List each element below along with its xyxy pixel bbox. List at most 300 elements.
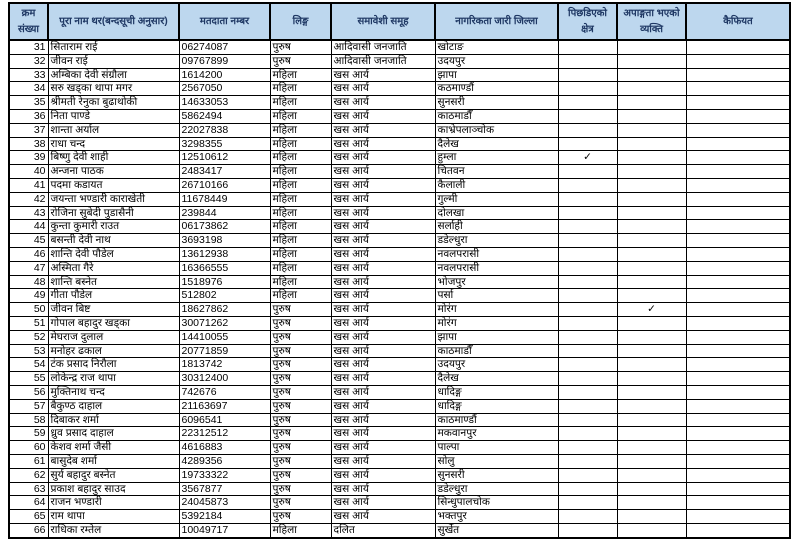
cell-disability — [617, 399, 686, 413]
cell-voter_no: 26710166 — [179, 178, 270, 192]
cell-backward — [558, 82, 617, 96]
column-header-sn: क्रम संख्या — [9, 3, 48, 40]
cell-backward — [558, 441, 617, 455]
cell-remarks — [686, 289, 790, 303]
cell-district: सिन्धुपालचोक — [435, 496, 558, 510]
cell-district: सुनसरी — [435, 96, 558, 110]
cell-backward — [558, 234, 617, 248]
cell-district: दोलखा — [435, 206, 558, 220]
cell-group: खस आर्य — [331, 289, 435, 303]
cell-gender: महिला — [270, 109, 331, 123]
cell-name: श्रीमती रेनुका बुढाथोकी — [48, 96, 179, 110]
cell-group: खस आर्य — [331, 261, 435, 275]
cell-group: खस आर्य — [331, 192, 435, 206]
cell-remarks — [686, 399, 790, 413]
cell-group: खस आर्य — [331, 468, 435, 482]
cell-sn: 38 — [9, 137, 48, 151]
cell-name: राजन भण्डारी — [48, 496, 179, 510]
cell-district: उदयपुर — [435, 358, 558, 372]
cell-remarks — [686, 372, 790, 386]
cell-district: पर्सा — [435, 289, 558, 303]
column-header-backward: पिछडिएको क्षेत्र — [558, 3, 617, 40]
cell-disability — [617, 206, 686, 220]
cell-backward — [558, 399, 617, 413]
cell-remarks — [686, 385, 790, 399]
cell-disability — [617, 40, 686, 54]
cell-sn: 40 — [9, 165, 48, 179]
cell-backward — [558, 192, 617, 206]
cell-gender: पुरुष — [270, 399, 331, 413]
cell-backward — [558, 137, 617, 151]
cell-remarks — [686, 482, 790, 496]
cell-group: खस आर्य — [331, 165, 435, 179]
cell-district: सुर्खेत — [435, 523, 558, 537]
cell-gender: पुरुष — [270, 496, 331, 510]
cell-district: खोटाङ — [435, 40, 558, 54]
cell-disability — [617, 151, 686, 165]
cell-voter_no: 1813742 — [179, 358, 270, 372]
cell-remarks — [686, 358, 790, 372]
cell-remarks — [686, 137, 790, 151]
cell-group: आदिवासी जनजाति — [331, 54, 435, 68]
cell-group: खस आर्य — [331, 441, 435, 455]
cell-voter_no: 30071262 — [179, 316, 270, 330]
table-row — [9, 54, 790, 68]
cell-backward — [558, 496, 617, 510]
cell-sn: 45 — [9, 234, 48, 248]
cell-backward — [558, 206, 617, 220]
cell-gender: महिला — [270, 234, 331, 248]
cell-backward — [558, 344, 617, 358]
cell-group: खस आर्य — [331, 275, 435, 289]
cell-group: खस आर्य — [331, 151, 435, 165]
cell-remarks — [686, 247, 790, 261]
cell-voter_no: 06274087 — [179, 40, 270, 54]
cell-gender: पुरुष — [270, 385, 331, 399]
cell-disability — [617, 96, 686, 110]
cell-disability — [617, 372, 686, 386]
column-header-district: नागरिकता जारी जिल्ला — [435, 3, 558, 40]
cell-name: दिबाकर शर्मा — [48, 413, 179, 427]
cell-district: काठमाडौँ — [435, 344, 558, 358]
table-row — [9, 40, 790, 54]
cell-group: खस आर्य — [331, 206, 435, 220]
cell-group: खस आर्य — [331, 234, 435, 248]
cell-district: उदयपुर — [435, 54, 558, 68]
cell-name: जयन्ता भण्डारी काराखेती — [48, 192, 179, 206]
cell-district: दैलेख — [435, 372, 558, 386]
cell-group: खस आर्य — [331, 496, 435, 510]
cell-backward — [558, 165, 617, 179]
cell-remarks — [686, 96, 790, 110]
cell-group: खस आर्य — [331, 372, 435, 386]
cell-voter_no: 5862494 — [179, 109, 270, 123]
cell-backward — [558, 54, 617, 68]
cell-remarks — [686, 68, 790, 82]
cell-remarks — [686, 54, 790, 68]
cell-disability — [617, 344, 686, 358]
header-row — [9, 3, 790, 40]
cell-voter_no: 239844 — [179, 206, 270, 220]
cell-district: पाल्पा — [435, 441, 558, 455]
cell-sn: 60 — [9, 441, 48, 455]
cell-gender: पुरुष — [270, 316, 331, 330]
cell-disability: ✓ — [617, 303, 686, 317]
cell-gender: पुरुष — [270, 330, 331, 344]
cell-name: बसन्ती देवी नाथ — [48, 234, 179, 248]
cell-group: खस आर्य — [331, 413, 435, 427]
cell-district: सुनसरी — [435, 468, 558, 482]
table-row — [9, 510, 790, 524]
cell-group: खस आर्य — [331, 123, 435, 137]
cell-sn: 59 — [9, 427, 48, 441]
cell-name: सिताराम राई — [48, 40, 179, 54]
cell-gender: महिला — [270, 289, 331, 303]
cell-group: खस आर्य — [331, 247, 435, 261]
cell-remarks — [686, 427, 790, 441]
cell-name: रोजिना सुबेदी पुडासैनी — [48, 206, 179, 220]
cell-disability — [617, 413, 686, 427]
cell-gender: महिला — [270, 165, 331, 179]
cell-group: खस आर्य — [331, 344, 435, 358]
cell-sn: 53 — [9, 344, 48, 358]
cell-sn: 56 — [9, 385, 48, 399]
cell-gender: पुरुष — [270, 482, 331, 496]
cell-sn: 35 — [9, 96, 48, 110]
cell-gender: पुरुष — [270, 54, 331, 68]
column-header-remarks: कैफियत — [686, 3, 790, 40]
cell-gender: महिला — [270, 82, 331, 96]
cell-disability — [617, 385, 686, 399]
cell-sn: 43 — [9, 206, 48, 220]
cell-gender: पुरुष — [270, 303, 331, 317]
cell-name: मेघराज दुलाल — [48, 330, 179, 344]
column-header-disability: अपाङ्गता भएको व्यक्ति — [617, 3, 686, 40]
cell-disability — [617, 330, 686, 344]
cell-remarks — [686, 261, 790, 275]
cell-gender: महिला — [270, 137, 331, 151]
cell-gender: महिला — [270, 68, 331, 82]
cell-name: कुन्ता कुमारी राउत — [48, 220, 179, 234]
cell-district: धादिङ्ग — [435, 385, 558, 399]
cell-disability — [617, 220, 686, 234]
table-row — [9, 275, 790, 289]
cell-gender: पुरुष — [270, 413, 331, 427]
column-header-gender: लिङ्ग — [270, 3, 331, 40]
cell-group: आदिवासी जनजाति — [331, 40, 435, 54]
cell-gender: महिला — [270, 261, 331, 275]
cell-remarks — [686, 40, 790, 54]
cell-sn: 39 — [9, 151, 48, 165]
cell-sn: 52 — [9, 330, 48, 344]
cell-backward — [558, 454, 617, 468]
cell-disability — [617, 454, 686, 468]
cell-voter_no: 13612938 — [179, 247, 270, 261]
table-row — [9, 399, 790, 413]
cell-disability — [617, 82, 686, 96]
table-row — [9, 96, 790, 110]
cell-district: कठमाण्डौं — [435, 82, 558, 96]
cell-disability — [617, 247, 686, 261]
cell-remarks — [686, 303, 790, 317]
cell-remarks — [686, 109, 790, 123]
cell-backward — [558, 109, 617, 123]
cell-voter_no: 6096541 — [179, 413, 270, 427]
cell-sn: 50 — [9, 303, 48, 317]
cell-remarks — [686, 123, 790, 137]
cell-gender: महिला — [270, 96, 331, 110]
cell-sn: 42 — [9, 192, 48, 206]
cell-remarks — [686, 496, 790, 510]
table-header — [9, 3, 790, 40]
cell-disability — [617, 123, 686, 137]
cell-name: बासुदेब शर्मा — [48, 454, 179, 468]
cell-sn: 34 — [9, 82, 48, 96]
cell-backward — [558, 385, 617, 399]
cell-disability — [617, 316, 686, 330]
cell-disability — [617, 441, 686, 455]
cell-sn: 55 — [9, 372, 48, 386]
cell-backward — [558, 40, 617, 54]
cell-district: दैलेख — [435, 137, 558, 151]
table-row — [9, 344, 790, 358]
cell-gender: पुरुष — [270, 441, 331, 455]
cell-backward — [558, 261, 617, 275]
cell-district: हुम्ला — [435, 151, 558, 165]
cell-voter_no: 3693198 — [179, 234, 270, 248]
table-row — [9, 427, 790, 441]
table-row — [9, 192, 790, 206]
cell-remarks — [686, 82, 790, 96]
cell-backward — [558, 96, 617, 110]
cell-voter_no: 21163697 — [179, 399, 270, 413]
cell-backward: ✓ — [558, 151, 617, 165]
cell-backward — [558, 413, 617, 427]
cell-group: खस आर्य — [331, 137, 435, 151]
cell-backward — [558, 123, 617, 137]
table-row — [9, 496, 790, 510]
cell-name: बैकुण्ठ दाहाल — [48, 399, 179, 413]
cell-backward — [558, 330, 617, 344]
cell-gender: महिला — [270, 178, 331, 192]
voter-table — [8, 2, 791, 539]
cell-name: बिष्णु देवी शाही — [48, 151, 179, 165]
cell-sn: 37 — [9, 123, 48, 137]
cell-disability — [617, 523, 686, 537]
cell-gender: महिला — [270, 220, 331, 234]
cell-name: निता पाण्डे — [48, 109, 179, 123]
cell-district: कैलाली — [435, 178, 558, 192]
cell-group: खस आर्य — [331, 178, 435, 192]
cell-gender: महिला — [270, 247, 331, 261]
cell-name: केशव शर्मा जैसी — [48, 441, 179, 455]
cell-voter_no: 14633053 — [179, 96, 270, 110]
cell-voter_no: 3567877 — [179, 482, 270, 496]
table-row — [9, 123, 790, 137]
table-row — [9, 523, 790, 537]
cell-district: मोरंग — [435, 316, 558, 330]
cell-disability — [617, 54, 686, 68]
cell-district: काभ्रेपलाञ्चोक — [435, 123, 558, 137]
cell-disability — [617, 289, 686, 303]
cell-voter_no: 30312400 — [179, 372, 270, 386]
cell-remarks — [686, 192, 790, 206]
cell-voter_no: 1614200 — [179, 68, 270, 82]
cell-backward — [558, 178, 617, 192]
cell-name: ध्रुव प्रसाद दाहाल — [48, 427, 179, 441]
cell-group: खस आर्य — [331, 330, 435, 344]
cell-district: नवलपरासी — [435, 261, 558, 275]
cell-disability — [617, 275, 686, 289]
cell-district: भक्तपुर — [435, 510, 558, 524]
cell-group: खस आर्य — [331, 68, 435, 82]
cell-name: मनोहर ढकाल — [48, 344, 179, 358]
cell-name: शान्ता अर्याल — [48, 123, 179, 137]
cell-disability — [617, 109, 686, 123]
cell-voter_no: 10049717 — [179, 523, 270, 537]
cell-voter_no: 09767899 — [179, 54, 270, 68]
cell-voter_no: 14410055 — [179, 330, 270, 344]
cell-backward — [558, 358, 617, 372]
cell-sn: 41 — [9, 178, 48, 192]
cell-voter_no: 22027838 — [179, 123, 270, 137]
cell-disability — [617, 234, 686, 248]
cell-gender: महिला — [270, 206, 331, 220]
cell-remarks — [686, 510, 790, 524]
cell-group: खस आर्य — [331, 220, 435, 234]
cell-sn: 49 — [9, 289, 48, 303]
cell-group: खस आर्य — [331, 399, 435, 413]
cell-remarks — [686, 523, 790, 537]
cell-voter_no: 12510612 — [179, 151, 270, 165]
cell-disability — [617, 192, 686, 206]
cell-name: शान्ति देवी पौडेल — [48, 247, 179, 261]
cell-remarks — [686, 344, 790, 358]
cell-backward — [558, 289, 617, 303]
cell-voter_no: 11678449 — [179, 192, 270, 206]
cell-disability — [617, 510, 686, 524]
cell-district: काठमाण्डौं — [435, 413, 558, 427]
cell-district: डडेल्धुरा — [435, 482, 558, 496]
table-row — [9, 247, 790, 261]
cell-gender: महिला — [270, 275, 331, 289]
cell-backward — [558, 247, 617, 261]
cell-sn: 36 — [9, 109, 48, 123]
cell-district: भोजपुर — [435, 275, 558, 289]
cell-sn: 33 — [9, 68, 48, 82]
cell-name: जीवन बिष्ट — [48, 303, 179, 317]
cell-district: झापा — [435, 68, 558, 82]
cell-group: खस आर्य — [331, 510, 435, 524]
cell-district: मकवानपुर — [435, 427, 558, 441]
cell-remarks — [686, 151, 790, 165]
cell-gender: महिला — [270, 192, 331, 206]
cell-gender: पुरुष — [270, 454, 331, 468]
cell-remarks — [686, 206, 790, 220]
cell-sn: 44 — [9, 220, 48, 234]
cell-district: धादिङ्ग — [435, 399, 558, 413]
cell-name: प्रकाश बहादुर साउद — [48, 482, 179, 496]
cell-group: खस आर्य — [331, 385, 435, 399]
cell-gender: महिला — [270, 151, 331, 165]
cell-sn: 66 — [9, 523, 48, 537]
cell-name: अम्बिका देवी संग्रौला — [48, 68, 179, 82]
cell-group: खस आर्य — [331, 454, 435, 468]
cell-voter_no: 2483417 — [179, 165, 270, 179]
cell-backward — [558, 510, 617, 524]
cell-remarks — [686, 468, 790, 482]
cell-gender: पुरुष — [270, 358, 331, 372]
cell-backward — [558, 468, 617, 482]
cell-group: खस आर्य — [331, 303, 435, 317]
cell-remarks — [686, 275, 790, 289]
cell-name: अन्जना पाठक — [48, 165, 179, 179]
cell-sn: 61 — [9, 454, 48, 468]
cell-remarks — [686, 316, 790, 330]
table-row — [9, 151, 790, 165]
table-row — [9, 261, 790, 275]
cell-sn: 47 — [9, 261, 48, 275]
cell-name: गीता पौडेल — [48, 289, 179, 303]
cell-sn: 62 — [9, 468, 48, 482]
cell-district: मोरंग — [435, 303, 558, 317]
cell-group: खस आर्य — [331, 82, 435, 96]
cell-gender: महिला — [270, 523, 331, 537]
table-row — [9, 289, 790, 303]
cell-backward — [558, 303, 617, 317]
cell-name: जीवन राई — [48, 54, 179, 68]
cell-group: खस आर्य — [331, 109, 435, 123]
cell-name: राधिका रम्तेल — [48, 523, 179, 537]
cell-name: राधा चन्द — [48, 137, 179, 151]
cell-remarks — [686, 220, 790, 234]
cell-voter_no: 3298355 — [179, 137, 270, 151]
cell-disability — [617, 165, 686, 179]
cell-sn: 32 — [9, 54, 48, 68]
cell-backward — [558, 220, 617, 234]
table-row — [9, 178, 790, 192]
cell-district: गुल्मी — [435, 192, 558, 206]
cell-remarks — [686, 413, 790, 427]
cell-sn: 31 — [9, 40, 48, 54]
table-row — [9, 82, 790, 96]
cell-disability — [617, 427, 686, 441]
cell-sn: 65 — [9, 510, 48, 524]
cell-voter_no: 2567050 — [179, 82, 270, 96]
cell-name: सुर्य बहादुर बस्नेत — [48, 468, 179, 482]
table-body — [9, 40, 790, 538]
cell-remarks — [686, 454, 790, 468]
table-row — [9, 316, 790, 330]
cell-disability — [617, 68, 686, 82]
cell-voter_no: 16366555 — [179, 261, 270, 275]
cell-district: डडेल्धुरा — [435, 234, 558, 248]
table-row — [9, 454, 790, 468]
cell-backward — [558, 68, 617, 82]
cell-gender: पुरुष — [270, 427, 331, 441]
cell-name: सरु खड्का थापा मगर — [48, 82, 179, 96]
cell-name: टंक प्रसाद निरौला — [48, 358, 179, 372]
table-row — [9, 165, 790, 179]
column-header-voter_no: मतदाता नम्बर — [179, 3, 270, 40]
cell-group: खस आर्य — [331, 358, 435, 372]
cell-voter_no: 20771859 — [179, 344, 270, 358]
table-row — [9, 303, 790, 317]
cell-group: दलित — [331, 523, 435, 537]
table-row — [9, 358, 790, 372]
voter-list-sheet — [8, 2, 791, 539]
cell-district: चितवन — [435, 165, 558, 179]
